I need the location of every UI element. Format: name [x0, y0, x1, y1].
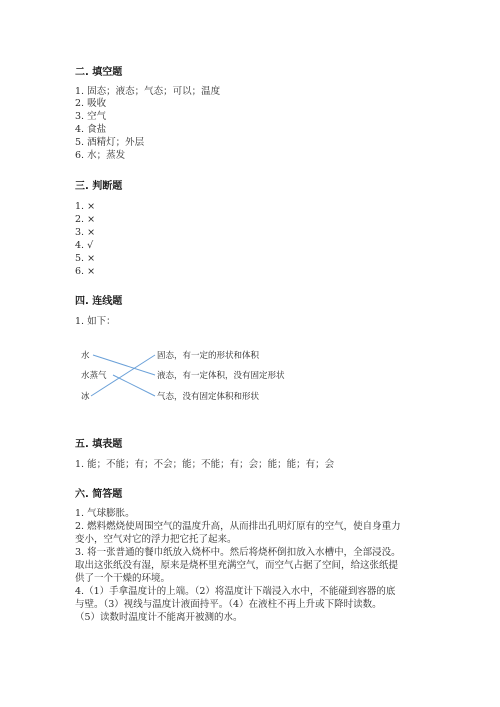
section-heading-table: 五. 填表题	[75, 439, 123, 450]
matching-left-item: 水	[81, 351, 90, 361]
answer-line: 供了一个干燥的环境。	[75, 573, 171, 584]
answer-line: 取出这张纸没有湿，原来是烧杯里充满空气，而空气占据了空间，给这张纸提	[75, 560, 399, 571]
answer-line: 4. 食盐	[75, 124, 107, 135]
answer-line: 5. ×	[75, 253, 96, 264]
answer-line: 4.（1）手拿温度计的上端。（2）将温度计下端浸入水中，不能碰到容器的底	[75, 586, 396, 597]
answer-line: 3. 将一张普通的餐巾纸放入烧杯中。然后将烧杯倒扣放入水槽中，全部浸没。	[75, 547, 401, 558]
answer-line: 3. ×	[75, 227, 96, 238]
answer-line: 变小，空气对它的浮力把它托了起来。	[75, 534, 237, 545]
section-heading-matching: 四. 连线题	[75, 296, 123, 307]
answer-line: 1. 能；不能；有；不会；能；不能；有；会；能；能；有；会	[75, 459, 335, 470]
matching-left-item: 水蒸气	[81, 371, 107, 381]
answer-line: 2. 燃料燃烧使周围空气的温度升高，从而排出孔明灯原有的空气，使自身重力	[75, 521, 401, 532]
answer-line: 1. 如下：	[75, 316, 116, 327]
answer-line: 4. √	[75, 240, 94, 251]
answer-line: 3. 空气	[75, 111, 107, 122]
answer-line: 6. 水；蒸发	[75, 150, 126, 161]
answer-line: 1. 气球膨胀。	[75, 508, 135, 519]
matching-right-item: 固态，有一定的形状和体积	[157, 351, 260, 361]
matching-left-item: 冰	[81, 392, 90, 402]
answer-line: 1. ×	[75, 201, 96, 212]
matching-diagram	[75, 343, 315, 407]
answer-line: 1. 固态；液态；气态；可以；温度	[75, 86, 221, 97]
answer-line: 与壁。（3）视线与温度计液面持平。（4）在液柱不再上升或下降时读数。	[75, 599, 382, 610]
answer-line: （5）读数时温度计不能离开被测的水。	[75, 612, 243, 623]
answer-line: 5. 酒精灯；外层	[75, 137, 145, 148]
answer-line: 6. ×	[75, 266, 96, 277]
section-heading-true-false: 三. 判断题	[75, 181, 123, 192]
section-heading-short-answer: 六. 简答题	[75, 489, 123, 500]
matching-right-item: 液态，有一定体积，没有固定形状	[157, 371, 285, 381]
section-heading-fill-blank: 二. 填空题	[75, 67, 123, 78]
answer-line: 2. 吸收	[75, 98, 107, 109]
answer-line: 2. ×	[75, 214, 96, 225]
matching-right-item: 气态，没有固定体积和形状	[157, 392, 260, 402]
